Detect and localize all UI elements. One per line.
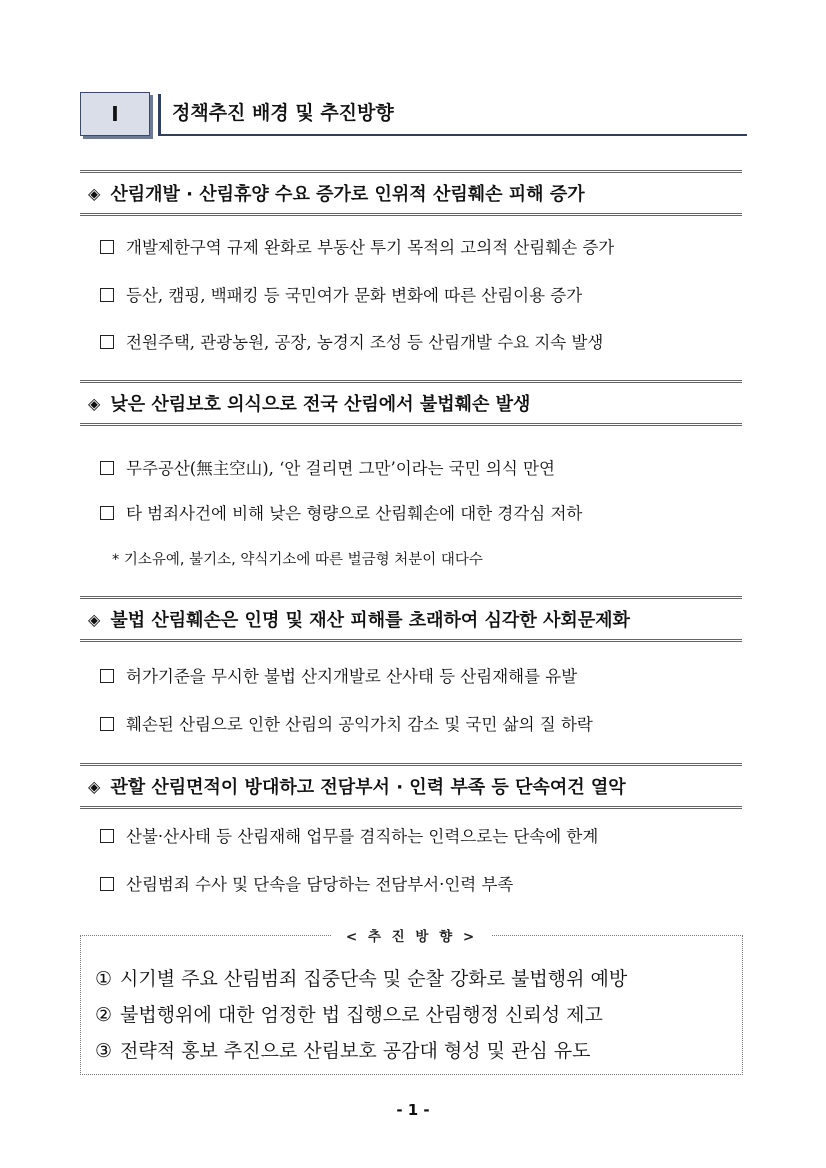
checkbox-bullet-icon [100,506,114,520]
list-item: 타 범죄사건에 비해 낮은 형량으로 산림훼손에 대한 경각심 저하 [100,500,582,524]
checkbox-bullet-icon [100,288,114,302]
checkbox-bullet-icon [100,829,114,843]
header-underline [158,134,747,136]
checkbox-bullet-icon [100,335,114,349]
section-title: 산림개발 · 산림휴양 수요 증가로 인위적 산림훼손 피해 증가 [110,184,585,205]
direction-title: < 추 진 방 향 > [81,925,742,945]
page-number: - 1 - [396,1101,430,1119]
list-item: 무주공산(無主空山), ‘안 걸리면 그만’이라는 국민 의식 만연 [100,455,555,479]
direction-item: ③ 전략적 홍보 추진으로 산림보호 공감대 형성 및 관심 유도 [95,1040,591,1062]
chapter-number-box [80,92,150,136]
section-heading [80,380,742,426]
section-title: 관할 산림면적이 방대하고 전담부서 · 인력 부족 등 단속여건 열악 [110,777,626,798]
checkbox-bullet-icon [100,717,114,731]
list-item: 등산, 캠핑, 백패킹 등 국민여가 문화 변화에 따른 산림이용 증가 [100,282,582,306]
chapter-number: I [111,102,119,126]
section-heading [80,596,742,642]
header-divider [158,94,161,134]
diamond-icon: ◈ [88,776,101,796]
chapter-header [80,92,747,138]
diamond-icon: ◈ [88,609,101,629]
checkbox-bullet-icon [100,240,114,254]
direction-item: ① 시기별 주요 산림범죄 집중단속 및 순찰 강화로 불법행위 예방 [95,968,628,990]
diamond-icon: ◈ [88,183,101,203]
section-heading [80,170,742,216]
direction-item: ② 불법행위에 대한 엄정한 법 집행으로 산림행정 신뢰성 제고 [95,1004,603,1026]
section-heading [80,763,742,809]
checkbox-bullet-icon [100,461,114,475]
diamond-icon: ◈ [88,393,101,413]
list-item: 산불·산사태 등 산림재해 업무를 겸직하는 인력으로는 단속에 한계 [100,823,598,847]
checkbox-bullet-icon [100,877,114,891]
list-item: 훼손된 산림으로 인한 산림의 공익가치 감소 및 국민 삶의 질 하락 [100,711,593,735]
section-title: 낮은 산림보호 의식으로 전국 산림에서 불법훼손 발생 [110,394,531,415]
section-title: 불법 산림훼손은 인명 및 재산 피해를 초래하여 심각한 사회문제화 [110,610,630,631]
list-item: 전원주택, 관광농원, 공장, 농경지 조성 등 산림개발 수요 지속 발생 [100,329,603,353]
checkbox-bullet-icon [100,669,114,683]
list-item: 허가기준을 무시한 불법 산지개발로 산사태 등 산림재해를 유발 [100,663,577,687]
direction-box [80,929,743,1075]
footnote: * 기소유예, 불기소, 약식기소에 따른 벌금형 처분이 대다수 [112,552,483,568]
page-title: 정책추진 배경 및 추진방향 [172,102,394,124]
list-item: 개발제한구역 규제 완화로 부동산 투기 목적의 고의적 산림훼손 증가 [100,234,614,258]
list-item: 산림범죄 수사 및 단속을 담당하는 전담부서·인력 부족 [100,871,513,895]
